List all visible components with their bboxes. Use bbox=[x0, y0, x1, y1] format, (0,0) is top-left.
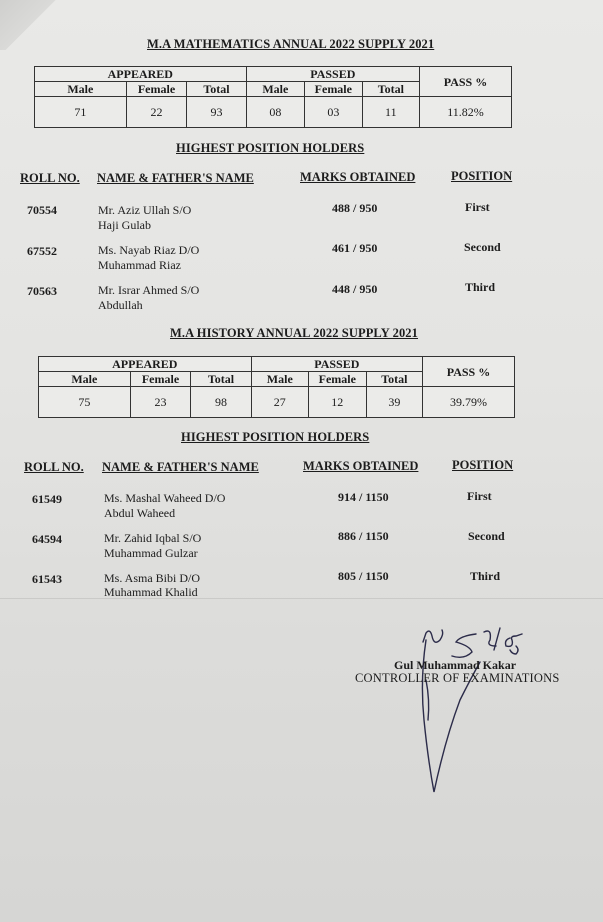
marks-header: MARKS OBTAINED bbox=[303, 459, 419, 473]
roll-number: 67552 bbox=[27, 244, 57, 258]
marks-value: 448 / 950 bbox=[332, 282, 378, 296]
position-header: POSITION bbox=[451, 169, 513, 183]
roll-number: 61549 bbox=[32, 492, 62, 506]
col-total: Total bbox=[366, 372, 422, 387]
father-name: Haji Gulab bbox=[98, 218, 151, 232]
student-name: Mr. Zahid Iqbal S/O bbox=[104, 531, 202, 545]
roll-no-header: ROLL NO. bbox=[24, 460, 84, 474]
value-cell: 03 bbox=[305, 97, 363, 128]
history-holders-title: HIGHEST POSITION HOLDERS bbox=[181, 430, 370, 444]
col-female: Female bbox=[305, 82, 363, 97]
pass-pct-header: PASS % bbox=[423, 357, 515, 387]
col-male: Male bbox=[35, 82, 127, 97]
math-section-title: M.A MATHEMATICS ANNUAL 2022 SUPPLY 2021 bbox=[147, 37, 435, 51]
value-cell: 22 bbox=[126, 97, 187, 128]
col-female: Female bbox=[126, 82, 187, 97]
value-cell: 27 bbox=[251, 387, 308, 418]
marks-value: 805 / 1150 bbox=[338, 569, 389, 583]
roll-number: 61543 bbox=[32, 572, 62, 586]
value-cell: 11 bbox=[362, 97, 419, 128]
value-cell: 93 bbox=[187, 97, 246, 128]
position-value: First bbox=[467, 489, 492, 503]
pass-pct-value: 39.79% bbox=[423, 387, 515, 418]
value-cell: 08 bbox=[246, 97, 304, 128]
student-name: Ms. Nayab Riaz D/O bbox=[98, 243, 200, 257]
value-cell: 23 bbox=[130, 387, 191, 418]
position-value: Third bbox=[470, 569, 501, 583]
father-name: Muhammad Riaz bbox=[98, 258, 181, 272]
name-header: NAME & FATHER'S NAME bbox=[97, 171, 254, 185]
position-value: Third bbox=[465, 280, 496, 294]
student-name: Mr. Aziz Ullah S/O bbox=[98, 203, 192, 217]
col-male: Male bbox=[251, 372, 308, 387]
value-cell: 98 bbox=[191, 387, 251, 418]
col-female: Female bbox=[309, 372, 367, 387]
name-header: NAME & FATHER'S NAME bbox=[102, 460, 259, 474]
father-name: Muhammad Gulzar bbox=[104, 546, 198, 560]
col-total: Total bbox=[191, 372, 251, 387]
appeared-header: APPEARED bbox=[39, 357, 252, 372]
position-value: Second bbox=[464, 240, 501, 254]
student-name: Mr. Israr Ahmed S/O bbox=[98, 283, 200, 297]
marks-value: 488 / 950 bbox=[332, 201, 378, 215]
position-header: POSITION bbox=[452, 458, 514, 472]
roll-number: 64594 bbox=[32, 532, 62, 546]
value-cell: 39 bbox=[366, 387, 422, 418]
roll-number: 70563 bbox=[27, 284, 57, 298]
col-female: Female bbox=[130, 372, 191, 387]
roll-no-header: ROLL NO. bbox=[20, 171, 80, 185]
pass-pct-header: PASS % bbox=[420, 67, 512, 97]
student-name: Ms. Mashal Waheed D/O bbox=[104, 491, 226, 505]
appeared-header: APPEARED bbox=[35, 67, 247, 82]
roll-number: 70554 bbox=[27, 203, 57, 217]
passed-header: PASSED bbox=[251, 357, 422, 372]
student-name: Ms. Asma Bibi D/O bbox=[104, 571, 201, 585]
value-cell: 12 bbox=[309, 387, 367, 418]
marks-value: 886 / 1150 bbox=[338, 529, 389, 543]
father-name: Abdullah bbox=[98, 298, 143, 312]
col-male: Male bbox=[246, 82, 304, 97]
father-name: Abdul Waheed bbox=[104, 506, 176, 520]
passed-header: PASSED bbox=[246, 67, 419, 82]
father-name: Muhammad Khalid bbox=[104, 585, 198, 599]
pass-pct-value: 11.82% bbox=[420, 97, 512, 128]
col-male: Male bbox=[39, 372, 131, 387]
col-total: Total bbox=[187, 82, 246, 97]
position-value: Second bbox=[468, 529, 505, 543]
position-value: First bbox=[465, 200, 490, 214]
marks-value: 914 / 1150 bbox=[338, 490, 389, 504]
value-cell: 75 bbox=[39, 387, 131, 418]
marks-value: 461 / 950 bbox=[332, 241, 378, 255]
history-section-title: M.A HISTORY ANNUAL 2022 SUPPLY 2021 bbox=[170, 326, 419, 340]
col-total: Total bbox=[362, 82, 419, 97]
math-holders-title: HIGHEST POSITION HOLDERS bbox=[176, 141, 365, 155]
value-cell: 71 bbox=[35, 97, 127, 128]
controller-designation: CONTROLLER OF EXAMINATIONS bbox=[355, 671, 560, 685]
controller-name: Gul Muhammad Kakar bbox=[394, 658, 517, 672]
marks-header: MARKS OBTAINED bbox=[300, 170, 416, 184]
